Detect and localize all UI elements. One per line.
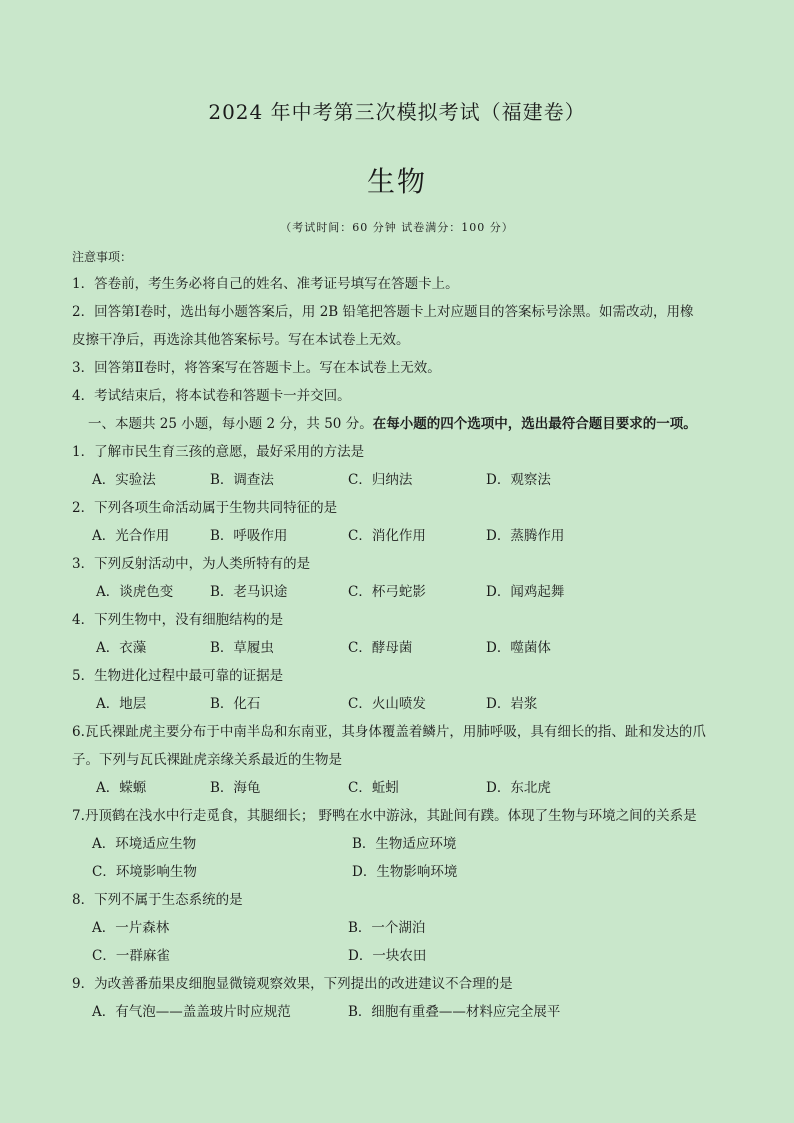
option-b: B．海龟 [210,780,261,796]
option-d: D．闻鸡起舞 [486,584,565,600]
question-stem: 3．下列反射活动中，为人类所特有的是 [72,556,311,572]
question-stem: 4．下列生物中，没有细胞结构的是 [72,612,284,628]
subject-title: 生物 [366,165,427,198]
question-stem: 9．为改善番茄果皮细胞显微镜观察效果，下列提出的改进建议不合理的是 [72,976,513,992]
option-d: D．一块农田 [348,948,427,964]
option-b: B．一个湖泊 [348,920,426,936]
notice-item: 3．回答第Ⅱ卷时，将答案写在答题卡上。写在本试卷上无效。 [72,360,441,376]
option-b: B．草履虫 [210,640,274,656]
option-b: B．调查法 [210,472,274,488]
option-d: D．生物影响环境 [352,864,458,880]
option-a: A．衣藻 [96,640,147,656]
notice-item: 皮擦干净后，再选涂其他答案标号。写在本试卷上无效。 [72,332,410,348]
option-d: D．蒸腾作用 [486,528,565,544]
question-stem: 2．下列各项生命活动属于生物共同特征的是 [72,500,338,516]
option-a: A．实验法 [92,472,156,488]
question-stem: 6.瓦氏裸趾虎主要分布于中南半岛和东南亚，其身体覆盖着鳞片，用肺呼吸，具有细长的指、趾和发达的爪 [72,724,706,740]
question-stem: 5．生物进化过程中最可靠的证据是 [72,668,284,684]
notice-item: 2．回答第Ⅰ卷时，选出每小题答案后，用 2B 铅笔把答题卡上对应题目的答案标号涂黑。如需改动，用橡 [72,304,694,320]
question-stem: 1．了解市民生育三孩的意愿，最好采用的方法是 [72,444,365,460]
option-b: B．细胞有重叠——材料应完全展平 [348,1004,561,1020]
notice-item: 4．考试结束后，将本试卷和答题卡一并交回。 [72,388,351,404]
option-c: C．酵母菌 [348,640,413,656]
option-b: B．化石 [210,696,261,712]
section-instruction: 在每小题的四个选项中，选出最符合题目要求的一项。 [372,416,697,432]
section-lead: 一、本题共 25 小题，每小题 2 分，共 50 分。 [88,416,373,432]
option-c: C．杯弓蛇影 [348,584,426,600]
option-a: A．有气泡——盖盖玻片时应规范 [92,1004,291,1020]
option-b: B．老马识途 [210,584,288,600]
exam-info: （考试时间：60 分钟 试卷满分：100 分） [280,221,514,234]
notice-heading: 注意事项： [72,250,133,264]
option-a: A．谈虎色变 [96,584,174,600]
question-stem-continued: 子。下列与瓦氏裸趾虎亲缘关系最近的生物是 [72,752,342,768]
notice-item: 1．答卷前，考生务必将自己的姓名、准考证号填写在答题卡上。 [72,276,459,292]
section-heading [88,414,697,434]
option-c: C．火山喷发 [348,696,426,712]
option-b: B．呼吸作用 [210,528,288,544]
option-d: D．岩浆 [486,696,538,712]
option-c: C．消化作用 [348,528,426,544]
option-a: A．一片森林 [92,920,170,936]
option-c: C．一群麻雀 [92,948,170,964]
option-c: C．环境影响生物 [92,864,197,880]
option-d: D．噬菌体 [486,640,551,656]
question-stem: 8．下列不属于生态系统的是 [72,892,243,908]
option-d: D．东北虎 [486,780,551,796]
option-b: B．生物适应环境 [352,836,457,852]
option-c: C．归纳法 [348,472,413,488]
option-a: A．蝾螈 [96,780,147,796]
option-a: A．地层 [96,696,147,712]
option-a: A．光合作用 [92,528,170,544]
option-d: D．观察法 [486,472,551,488]
question-stem: 7.丹顶鹤在浅水中行走觅食，其腿细长； 野鸭在水中游泳，其趾间有蹼。体现了生物与环境之间的关系是 [72,808,697,824]
option-c: C．蚯蚓 [348,780,399,796]
page-title: 2024 年中考第三次模拟考试（福建卷） [208,100,586,124]
option-a: A．环境适应生物 [92,836,197,852]
